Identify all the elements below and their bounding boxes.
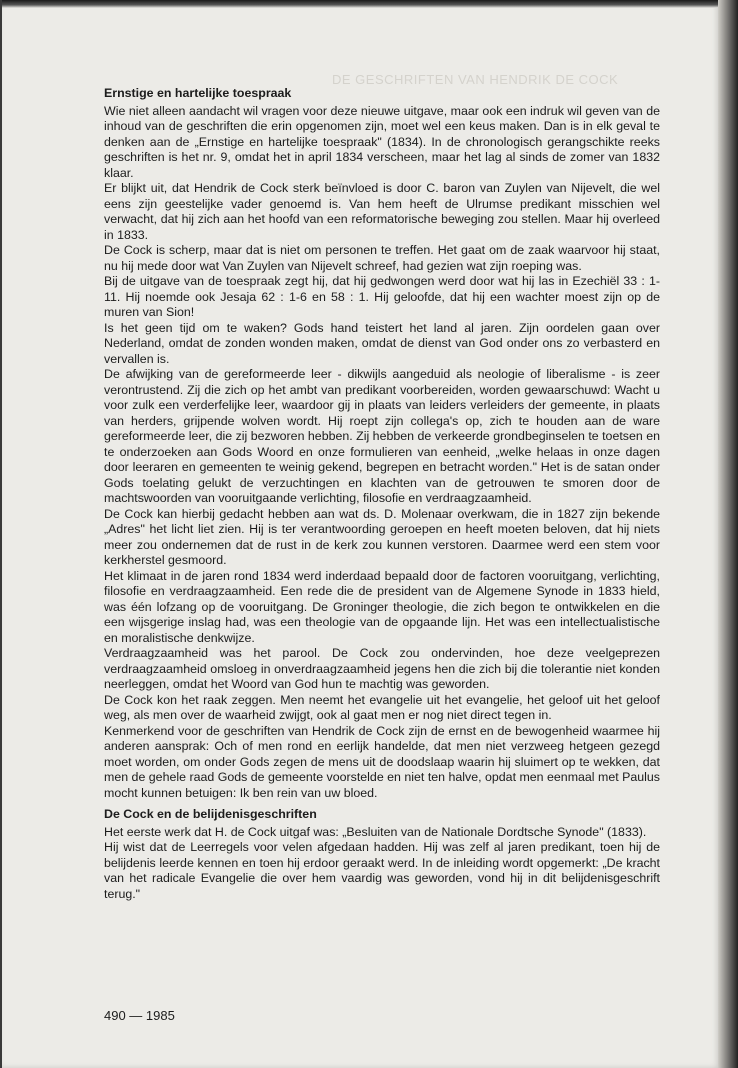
section-heading-belijdenisgeschriften: De Cock en de belijdenisgeschriften (104, 807, 317, 821)
document-page (2, 0, 720, 1068)
paragraph: De Cock kon het raak zeggen. Men neemt het evangelie uit het evangelie, het geloof uit het geloof weg, als men over de waarheid zwijgt, ook al gaat men er nog niet direct tegen in. (104, 692, 660, 722)
section-heading-toespraak: Ernstige en hartelijke toespraak (104, 86, 292, 100)
paragraph: Verdraagzaamheid was het parool. De Cock zou ondervinden, hoe deze veelgeprezen verdraagzaamheid omsloeg in onverdraagzaamheid jegens hen die zich bij die tolerantie niet konden neerleggen, omdat het Woord van God hun te machtig was geworden. (104, 646, 660, 691)
paragraph: Hij wist dat de Leerregels voor velen afgedaan hadden. Hij was zelf al jaren predikant, toen hij de belijdenis leerde kennen en toen hij erdoor geraakt werd. In de inleiding wordt opgemerkt: „De kracht van het radicale Evangelie die over hem vaardig was geworden, vond hij in dit belijdenisgeschrift terug." (104, 840, 660, 901)
paragraph: Wie niet alleen aandacht wil vragen voor deze nieuwe uitgave, maar ook een indruk wil geven van de inhoud van de geschriften die erin opgenomen zijn, moet wel een keus maken. Dan is in elk geval te denken aan de „Ernstige en hartelijke toespraak" (1834). In de chronologisch gerangschikte reeks geschriften is het nr. 9, omdat het in april 1834 verscheen, maar het lag al sinds de zomer van 1832 klaar. (104, 103, 660, 180)
paragraph: Er blijkt uit, dat Hendrik de Cock sterk beïnvloed is door C. baron van Zuylen van Nijevelt, die wel eens zijn geestelijke vader genoemd is. Van hem heeft de Ulrumse predikant misschien wel verwacht, dat hij zich aan het hoofd van een reformatorische beweging zou stellen. Maar hij overleed in 1833. (104, 181, 660, 242)
article-body (104, 86, 660, 902)
paragraph: Het klimaat in de jaren rond 1834 werd inderdaad bepaald door de factoren vooruitgang, verlichting, filosofie en verdraagzaamheid. Een rede die de president van de Algemene Synode in 1833 hield, was één lofzang op de vooruitgang. De Groninger theologie, die zich begon te ontwikkelen en die een wijsgerige inslag had, was een theologie van de opgaande lijn. Het was een intellectualistische en moralistische denkwijze. (104, 568, 660, 645)
book-spine-edge (718, 0, 738, 1068)
paragraph: De Cock is scherp, maar dat is niet om personen te treffen. Het gaat om de zaak waarvoor hij staat, nu hij mede door wat Van Zuylen van Nijevelt schreef, had gezien wat zijn roeping was. (104, 243, 660, 273)
paragraph: Het eerste werk dat H. de Cock uitgaf was: „Besluiten van de Nationale Dordtsche Synode" (1833). (104, 824, 647, 839)
page-number: 490 — 1985 (104, 1008, 175, 1023)
bleed-through-header: DE GESCHRIFTEN VAN HENDRIK DE COCK (332, 72, 619, 87)
paragraph: De Cock kan hierbij gedacht hebben aan wat ds. D. Molenaar overkwam, die in 1827 zijn bekende „Adres" het licht liet zien. Hij is ter verantwoording geroepen en heeft moeten beloven, dat hij niets meer zou ondernemen dat de rust in de kerk zou kunnen verstoren. Daarmee werd een stem voor kerkherstel gesmoord. (104, 506, 660, 567)
paragraph: Is het geen tijd om te waken? Gods hand teistert het land al jaren. Zijn oordelen gaan over Nederland, omdat de zonden wonden maken, omdat de dienst van God onder ons zo verbasterd en vervallen is. (104, 320, 660, 366)
scan-top-edge (2, 0, 720, 8)
paragraph: Bij de uitgave van de toespraak zegt hij, dat hij gedwongen werd door wat hij las in Ezechiël 33 : 1-11. Hij noemde ook Jesaja 62 : 1-6 en 58 : 1. Hij geloofde, dat hij een wachter moest zijn op de muren van Sion! (104, 274, 660, 319)
paragraph: Kenmerkend voor de geschriften van Hendrik de Cock zijn de ernst en de bewogenheid waarmee hij anderen aansprak: Och of men rond en eerlijk handelde, dat men niet verzweeg hetgeen gezegd moet worden, om onder Gods zegen de mens uit de doodslaap waarin hij sluimert op te wekken, dat men de gehele raad Gods de gemeente voorstelde en niet ten halve, opdat men eenmaal met Paulus mocht kunnen betuigen: Ik ben rein van uw bloed. (104, 723, 660, 800)
paragraph: De afwijking van de gereformeerde leer - dikwijls aangeduid als neologie of liberalisme - is zeer verontrustend. Zij die zich op het ambt van predikant voorbereiden, worden gewaarschuwd: Wacht u voor zulk een verderfelijke leer, waardoor gij in plaats van leiders verleiders der gemeente, in plaats van herders, grijpende wolven wordt. Hij roept zijn collega's op, zich te houden aan de ware gereformeerde leer, die zij bezworen hebben. Zij hebben de verkeerde grondbeginselen te toetsen en te onderzoeken aan Gods Woord en onze formulieren van eenheid, „welke helaas in onze dagen door leeraren en gemeenten te weinig gekend, begrepen en betracht worden." Het is de satan onder Gods toelating gelukt de verzuchtingen en klachten van de getrouwen te smoren door de machtswoorden van vooruitgaande verlichting, filosofie en verdraagzaamheid. (104, 367, 660, 505)
